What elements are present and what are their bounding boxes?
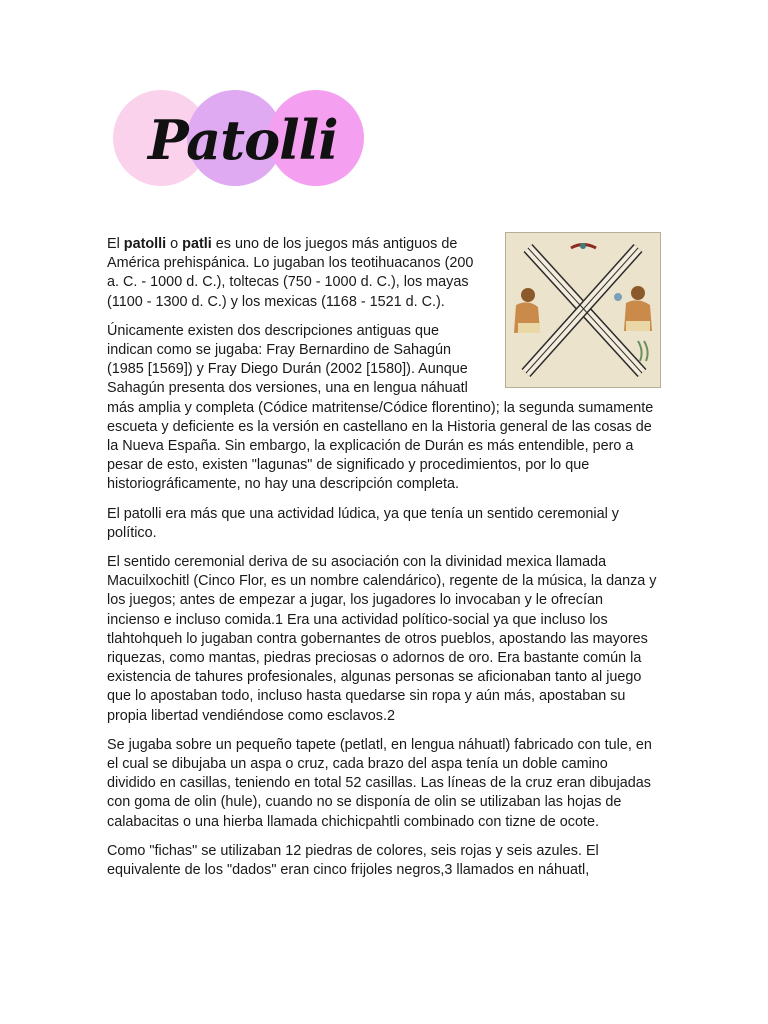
patolli-illustration: [505, 232, 661, 388]
text-run: El: [107, 236, 124, 252]
document-body: [107, 235, 657, 890]
text-run: El sentido ceremonial deriva de su asociación con la divinidad mexica llamada Macuilxochitl (Cinco Flor, es un nombre calendárico), regente de la música, la danza y los juegos; antes de empezar a jugar, los jugadores lo invocaban y le ofrecían incienso e incluso comida.1 Era una actividad político-social ya que incluso los tlahtohqueh lo jugaban contra gobernantes de otros pueblos, apostando las mayores riquezas, como mantas, piedras preciosas o adornos de oro. Era bastante común la existencia de tahures profesionales, algunas personas se aficionaban tanto al juego que lo apostaban todo, incluso hasta quedarse sin ropa y aún más, apostaban su propia libertad vendiéndose como esclavos.2: [107, 554, 657, 724]
paragraph: [107, 842, 657, 880]
text-run: Se jugaba sobre un pequeño tapete (petlatl, en lengua náhuatl) fabricado con tule, en el cual se dibujaba un aspa o cruz, cada brazo del aspa tenía un doble camino dividido en casillas, teniendo en total 52 casillas. Las líneas de la cruz eran dibujadas con goma de olin (hule), cuando no se disponía de olin se utilizaban las hojas de calabacitas o una hierba llamada chichicpahtli combinado con tizne de ocote.: [107, 736, 652, 830]
patolli-codex-icon: [506, 233, 660, 387]
title-header: [0, 0, 768, 220]
text-run: Únicamente existen dos descripciones antiguas que indican como se jugaba: Fray Bernardino de Sahagún (1985 [1569]) y Fray Diego Durán (2002 [1580]). Aunque Sahagún presenta dos versiones, una en lengua náhuatl más amplia y completa (Códice matritense/Códice florentino); la segunda sumamente escueta y deficiente es la versión en castellano en la Historia general de las cosas de la Nueva España. Sin embargo, la explicación de Durán es más entendible, pero a pesar de esto, existen "lagunas" de significado y procedimientos, por lo que historiográficamente, no hay una descripción completa.: [107, 322, 654, 493]
bold-term: patolli: [123, 236, 167, 252]
bold-term: patli: [182, 236, 212, 252]
paragraph: [107, 553, 657, 726]
text-run: El patolli era más que una actividad lúdica, ya que tenía un sentido ceremonial y político.: [107, 505, 619, 541]
text-run: Como "fichas" se utilizaban 12 piedras de colores, seis rojas y seis azules. El equivalente de los "dados" eran cinco frijoles negros,3 llamados en náhuatl,: [107, 842, 599, 879]
page-title: Patolli: [148, 108, 338, 172]
text-run: es uno de los juegos más antiguos de América prehispánica. Lo jugaban los teotihuacanos (200 a. C. - 1000 d. C.), toltecas (750 - 1000 d. C.), los mayas (1100 - 1300 d. C.) y los mexicas (1168 - 1521 d. C.).: [107, 236, 474, 310]
paragraph: [107, 736, 657, 832]
paragraph: [107, 505, 657, 543]
text-run: o: [166, 236, 183, 252]
